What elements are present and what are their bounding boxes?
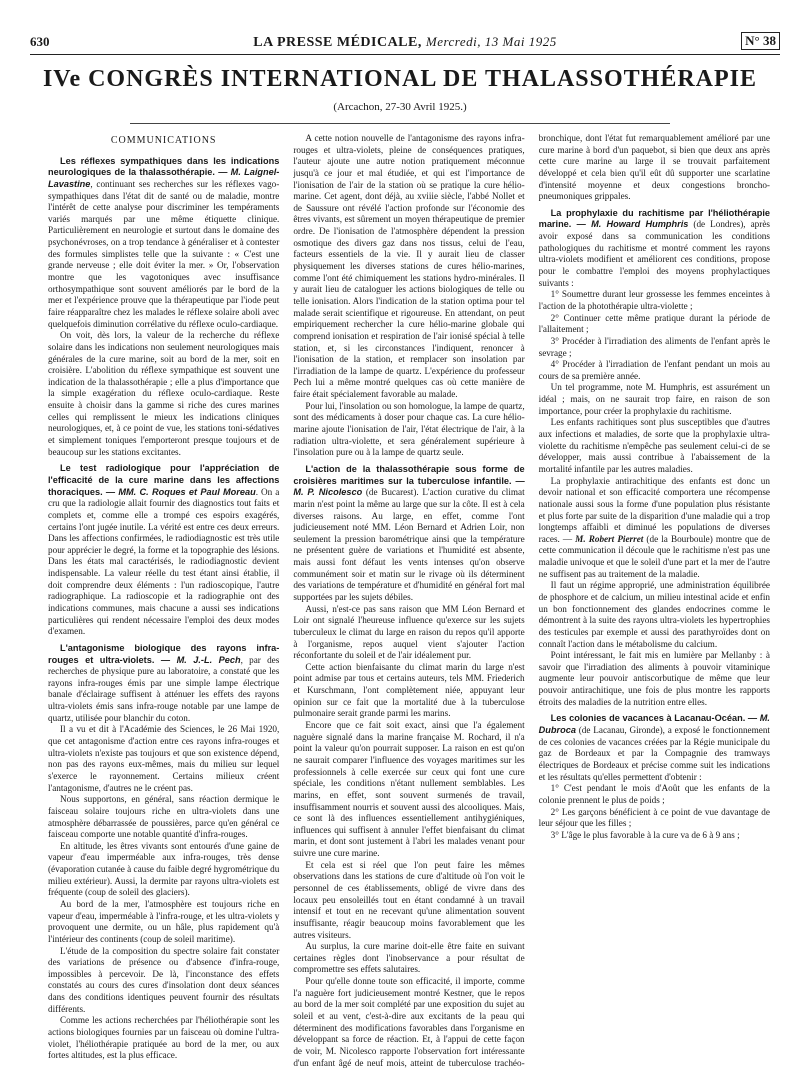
list-item: 3° L'âge le plus favorable à la cure va de 6 à 9 ans ; (550, 829, 740, 840)
author: M. P. Nicolesco (293, 487, 363, 498)
journal-name: LA PRESSE MÉDICALE, (253, 35, 422, 50)
list-item: 1° C'est pendant le mois d'Août que les enfants de la colonie prennent le plus de poids ; (538, 783, 770, 805)
issue-number: N° 38 (741, 32, 780, 50)
paragraph: L'étude de la composition du spectre solaire fait constater des variations de présence ou d'absence d'infra-rouge, impossibles à percevoir. De là, l'inconstance des effets constatés au cours des cures d'insolation dont deux séances dans des conditions identiques peuvent fournir des résultats différents. (48, 945, 280, 1014)
paragraph: Pour lui, l'insolation ou son homologue, la lampe de quartz, sont des médicaments à doser pour chaque cas. La cure hélio-marine ajoute l'ionisation de l'air, l'état électrique de l'air, à la radiation ultra-violette, et sera généralement supérieure à l'insolation pure ou à la lampe de quartz seule. (293, 400, 525, 458)
author: M. Laignel-Lavastine (48, 167, 280, 189)
numbered-list (539, 783, 770, 841)
paragraph: Comme les actions recherchées par l'héliothérapie sont les actions biologiques fournies par un faisceau où domine l'ultra-violet, l'héliothérapie pratiquée au bord de la mer, ou aux fortes altitudes, est la plus efficace. (48, 1015, 280, 1061)
paragraph: Et cela est si réel que l'on peut faire les mêmes observations dans les stations de cure d'altitude où l'on voit le personnel de ces établissements, obligé de vivre dans des locaux peu ensoleillés tout en étant condamné à un travail intensif et tout en ne recevant qu'une alimentation souvent insuffisante, réagir beaucoup moins favorablement que les autres visiteurs. (293, 859, 525, 940)
article-title: IVe CONGRÈS INTERNATIONAL DE THALASSOTHÉRAPIE (42, 66, 758, 92)
communication-title: L'antagonisme biologique des rayons infra-rouges et ultra-violets. — M. J.-L. Pech, par des recherches de physique pure au laboratoire, a constaté que les rayons infra-rouges émis par une simple lampe électrique banale d'éclairage suffisent à atténuer les effets des rayons ultra-violets émis sans infra-rouge notable par une lampe de quartz, utilisée pour blanchir du coton. (48, 642, 280, 723)
article-body (48, 133, 770, 1078)
paragraph: A cette notion nouvelle de l'antagonisme des rayons infra-rouges et ultra-violets, pleine de conséquences pratiques, l'auteur ajoute une autre notion pratiquement méconnue jusqu'à ce jour et mal étudiée, et qui est l'importance de l'ionisation de l'air de la station où se pratique la cure hélio-marine. Cet agent, dont déjà, au xviiie siècle, l'abbé Nollet et de Saussure ont révélé l'action profonde sur l'économie des êtres vivants, est sûrement un moyen thérapeutique de premier ordre. De l'ionisation de l'atmosphère dépendent la pression osmotique des divers gaz dans nos tissus, celui de l'eau, facteurs essentiels de la vie. Il y aurait lieu de classer physiquement les diverses stations de cures hélio-marines, comme l'ont été chimiquement les stations hydro-minérales. Il y aurait lieu de cataloguer les actions biologiques de telle ou telle ionisation. Alors l'indication de la station optima pour tel malade serait scientifique et rigoureuse. En attendant, on peut empiriquement rechercher la cure hélio-marine globale qui comprend ionisation et respiration de l'air ionisé spécial à telle station, et, si les circonstances l'indiquent, renoncer à l'ionisation de la station, et remplacer son insolation par l'irradiation de la lampe de quartz. L'expérience du professeur Pech lui a même montré quelques cas où cette manière de faire était spécialement favorable au malade. (293, 133, 525, 400)
paragraph: Pour qu'elle donne toute son efficacité, il importe, comme l'a naguère fort judicieusement montré Kestner, que le repos au bord de la mer soit complété par une exposition du sujet au soleil et au vent, c'est-à-dire aux excitants de la peau qui déterminent des modifications favorables dans l'organisme en développant sa force de réaction. Et, à l'appui de cette façon de voir, M. Nicolesco rapporte l'observation fort intéressante d'un enfant âgé de neuf mois, atteint de tuberculose trachéo-bronchique, dont l'état fut remarquablement amélioré par une cure marine à bord d'un paquebot, si bien que deux ans après cette cure marine au large il se trouvait parfaitement développé et cela bien qu'il eût dû supporter une scarlatine d'intensité moyenne et deux congestions broncho-pneumoniques grippales. (293, 133, 770, 1068)
communication-title: Les colonies de vacances à Lacanau-Océan. — M. Dubroca (de Lacanau, Gironde), a exposé le fonctionnement de ces colonies de vacances créées par la Régie municipale du gaz de Bordeaux et par la Compagnie des tramways électriques de Bordeaux et précise comme suit les indications et les résultats qu'elles permettent d'obtenir : (538, 713, 770, 782)
author: M. Howard Humphris (591, 219, 689, 230)
author: MM. C. Roques et Paul Moreau (118, 486, 256, 497)
communication-title: La prophylaxie du rachitisme par l'héliothérapie marine. — M. Howard Humphris (de Londres), après avoir exposé dans sa communication les conditions pathologiques du rachitisme et montré comment les rayons ultra-violets modifient et améliorent ces conditions, propose pour le combattre l'emploi des moyens prophylactiques suivants : (538, 207, 770, 288)
list-item: 2° Les garçons bénéficient à ce point de vue davantage de leur séjour que les filles ; (538, 806, 770, 829)
list-item: 4° Procéder à l'irradiation de l'enfant pendant un mois au cours de sa première année. (538, 359, 770, 381)
list-item: 3° Procéder à l'irradiation des aliments de l'enfant après le sevrage ; (538, 335, 770, 358)
journal-header (30, 34, 780, 51)
issue-date: Mercredi, 13 Mai 1925 (425, 34, 557, 49)
list-item: 2° Continuer cette même pratique durant la période de l'allaitement ; (538, 312, 770, 335)
paragraph: En altitude, les êtres vivants sont entourés d'une gaine de vapeur d'eau imperméable aux infra-rouges, très dense (évaporation cutanée à cause du faible degré hygrométrique du milieu extérieur). Aussi, la dermite par rayons ultra-violets est fréquente (coup de soleil des glaciers). (48, 840, 280, 898)
section-title: COMMUNICATIONS (110, 135, 217, 146)
paragraph: Les enfants rachitiques sont plus susceptibles que d'autres aux infections et maladies, de sorte que la prophylaxie ultra-violette du rachitisme n'empêche pas seulement celui-ci de se développer, mais aussi contribue à l'abaissement de la mortalité infantile par les autres maladies. (538, 417, 770, 474)
communication-title: L'action de la thalassothérapie sous forme de croisières maritimes sur la tuberculose infantile. — M. P. Nicolesco (de Bucarest). L'action curative du climat marin n'est point la même au large que sur la côte. Il est à cela diverses raisons. Au large, en effet, comme l'ont judicieusement noté MM. Léon Bernard et Adrien Loir, non seulement la pression barométrique ainsi que la température ne présentent guère de variations et l'humidité est absente, mais aussi font défaut les vents intenses qu'on observe communément soir et matin sur le rivage où ils déterminent des variations de température et d'humidité en général fort mal supportées par les sujets débiles. (293, 463, 525, 602)
paragraph: Un tel programme, note M. Humphris, est assurément un idéal ; mais, on ne saurait trop faire, en raison de son importance, pour créer la prophylaxie du rachitisme. (538, 382, 770, 416)
paragraph: Il faut un régime approprié, une administration équilibrée de phosphore et de calcium, un milieu intestinal acide et enfin un bon fonctionnement des glandes endocrines comme le démontrent à la suite des rayons ultra-violets les hypertrophies des testicules par exemple et aussi des parathyroïdes dont on connaît l'action dans le métabolisme du calcium. (538, 580, 770, 649)
header-rule (30, 54, 780, 55)
paragraph: Il a vu et dit à l'Académie des Sciences, le 26 Mai 1920, que cet antagonisme d'action entre ces rayons infra-rouges et ultra-violets n'existe pas toujours et que son existence dépend, non pas des rayons eux-mêmes, mais du milieu sur lequel s'exerce le rayonnement. Certains milieux créent l'antagonisme, d'autres ne le créent pas. (48, 724, 280, 793)
page-number: 630 (30, 34, 50, 49)
paragraph: Au surplus, la cure marine doit-elle être faite en suivant certaines règles dont l'inobservance a pour résultat de compromettre ses effets salutaires. (293, 941, 525, 975)
paragraph: Nous supportons, en général, sans réaction dermique le faisceau solaire toujours riche en ultra-violets dans une atmosphère débarrassée de poussières, parce qu'en général ce faisceau comporte une notable quantité d'infra-rouges. (48, 794, 280, 840)
running-header (30, 34, 780, 54)
paragraph: On voit, dès lors, la valeur de la recherche du réflexe solaire dans les indications non seulement neurologiques mais générales de la cure marine, soit au bord de la mer, soit en croisière. L'abolition du réflexe sympathique est souvent une indication de la thalassothérapie ; elle a plus d'importance que la simple exagération du réflexe oculo-cardiaque. Reste ensuite à choisir dans la gamme si riche des cures marines celles qui remplissent le mieux les indications cliniques neurologiques, et, à ce point de vue, les stations toni-sédatives et simplement toniques l'emporteront presque toujours et de beaucoup sur les stations excitantes. (48, 330, 280, 457)
paragraph: Au bord de la mer, l'atmosphère est toujours riche en vapeur d'eau, imperméable à l'infra-rouge, et les ultra-violets y provoquent une dermite, ou un hâle, plus rapidement qu'à l'intérieur des continents (coup de soleil maritime). (48, 899, 280, 944)
communication-title: Le test radiologique pour l'appréciation de l'efficacité de la cure marine dans les affections thoraciques. — MM. C. Roques et Paul Moreau. On a cru que la radiologie allait fournir des diagnostics tout faits et complets et, comme elle a trompé ces espoirs exagérés, certains l'ont jugée inutile. La vérité est entre ces deux erreurs. Dans les affections confirmées, le radiodiagnostic est très utile pour apprécier le degré, la forme et la topographie des lésions. Dans les états mal caractérisés, le radiodiagnostic devient indispensable. La valeur réelle du test étant ainsi établie, il doit comprendre deux éléments : l'un radioscopique, l'autre radiographique. La radioscopie et la radiographie ont des indications communes, mais chacune a aussi ses indications particulières qui rendent nécessaire l'emploi des deux modes d'examen. (48, 463, 280, 637)
author: M. Robert Pierret (575, 533, 644, 544)
paragraph: La prophylaxie antirachitique des enfants est donc un devoir national et son efficacité comportera une récompense nationale aussi sous la forme d'une population plus résistante et plus forte par suite de la disparition d'une maladie qui a trop longtemps affaibli et diminué les populations de diverses races. — M. Robert Pierret (de la Bourboule) montre que de cette communication il découle que le rachitisme n'est pas une maladie univoque et que le soleil d'une part et la mer de l'autre ne suffisent pas au traitement de la maladie. (538, 475, 770, 579)
paragraph: Encore que ce fait soit exact, ainsi que l'a également naguère signalé dans la marine française M. Rochard, il n'a point la valeur qu'on pourrait supposer. La raison en est qu'on ne saurait comparer l'influence des voyages maritimes sur les professionnels à celle exercée sur ceux qui font une cure spéciale, les conditions n'étant nullement semblables. Les marins, en effet, sont souvent surmenés de travail, insuffisamment nourris et souvent aussi des alcooliques. Mais, ce sont là des influences essentiellement antihygiéniques, influences qui suffisent à annuler l'effet bienfaisant du climat marin, et dont sont justement à l'abri les malades venant pour suivre une cure marine. (293, 720, 525, 859)
list-item: 1° Soumettre durant leur grossesse les femmes enceintes à l'action de la photothérapie ultra-violette ; (538, 289, 770, 311)
author: M. J.-L. Pech (176, 654, 241, 665)
numbered-list (539, 289, 770, 382)
title-rule (130, 123, 670, 124)
communication-title: Les réflexes sympathiques dans les indications neurologiques de la thalassothérapie. — M. Laignel-Lavastine, continuant ses recherches sur les réflexes vago-sympathiques dans l'état dit de santé ou de maladie, montre l'intérêt de cette analyse pour discriminer les tempéraments variés marqués par une même étiquette clinique. Particulièrement en neurologie et surtout dans le domaine des psychonévroses, on a trop tendance à généraliser et à contester des formules simplistes telle que la suivante : « C'est une grande nerveuse ; elle doit éviter la mer. » Or, l'observation montre que les vagotoniques avec insuffisance orthosympathique sont souvent améliorés par le bord de la mer et l'expérience prouve que la thérapeutique par l'iode peut faire réapparaître chez les malades le réflexe solaire aboli avec quelquefois diminution corrélative du réflexe oculo-cardiaque. (48, 155, 280, 329)
paragraph: Cette action bienfaisante du climat marin du large n'est point admise par tous et certains auteurs, tels MM. Friederich et Kurschmann, l'ont complètement niée, appuyant leur opinion sur ce fait que la mortalité due à la tuberculose pulmonaire serait grande parmi les marins. (293, 661, 525, 719)
author: M. Dubroca (538, 713, 770, 736)
paragraph: Aussi, n'est-ce pas sans raison que MM Léon Bernard et Loir ont signalé l'heureuse influence qu'exerce sur les sujets tuberculeux le climat du large en raison du repos qu'il apporte à l'organisme, repos auquel vient s'ajouter l'action réconfortante du soleil et de l'air idéalement pur. (293, 603, 525, 661)
article-subtitle: (Arcachon, 27-30 Avril 1925.) (333, 101, 467, 113)
paragraph: Point intéressant, le fait mis en lumière par Mellanby : à savoir que l'irradiation des aliments à pouvoir vitaminique augmente leur pouvoir antiscorbutique de même que leur pouvoir antirachitique, une fois de plus montre les rapports étroits des maladies de la nutrition entre elles. (538, 650, 770, 707)
